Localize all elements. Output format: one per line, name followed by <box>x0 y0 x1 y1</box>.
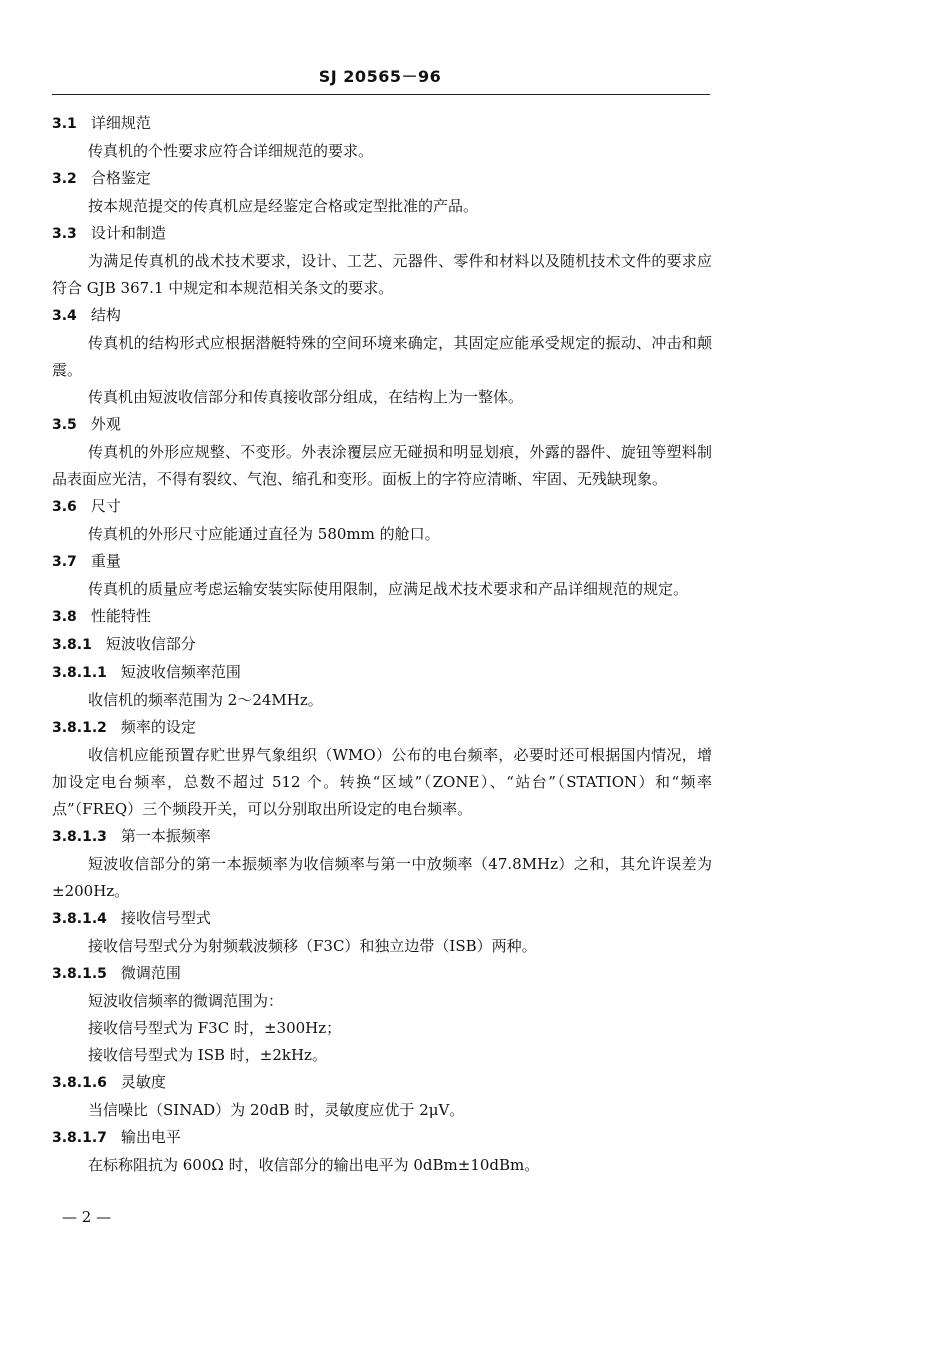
section-number: 3.7 <box>52 554 77 570</box>
paragraph: 当信噪比（SINAD）为 20dB 时，灵敏度应优于 2μV。 <box>88 1101 465 1119</box>
section-heading <box>52 905 712 933</box>
section-heading <box>52 960 712 988</box>
section-number: 3.8 <box>52 609 77 625</box>
section-number: 3.2 <box>52 171 77 187</box>
section-number: 3.8.1.7 <box>52 1130 107 1146</box>
section-number: 3.8.1.3 <box>52 829 107 845</box>
section-heading <box>52 1069 712 1097</box>
section-heading <box>52 411 712 439</box>
section-number: 3.8.1.6 <box>52 1075 107 1091</box>
section-number: 3.8.1.5 <box>52 966 107 982</box>
section-title: 外观 <box>90 415 121 433</box>
section-heading <box>52 165 712 193</box>
section-number: 3.8.1.1 <box>52 665 107 681</box>
section-title: 微调范围 <box>120 964 181 982</box>
paragraph: 接收信号型式为 ISB 时，±2kHz。 <box>88 1046 327 1064</box>
paragraph: 传真机的外形尺寸应能通过直径为 580mm 的舱口。 <box>88 525 440 543</box>
section-heading <box>52 659 712 687</box>
paragraph: 短波收信部分的第一本振频率为收信频率与第一中放频率（47.8MHz）之和，其允许误差为 ±200Hz。 <box>52 855 712 900</box>
section-heading <box>52 603 712 631</box>
paragraph: 传真机的结构形式应根据潜艇特殊的空间环境来确定，其固定应能承受规定的振动、冲击和颠震。 <box>52 334 712 379</box>
section-title: 第一本振频率 <box>120 827 211 845</box>
section-heading <box>52 631 712 659</box>
paragraph: 传真机由短波收信部分和传真接收部分组成，在结构上为一整体。 <box>88 388 524 406</box>
paragraph: 接收信号型式为 F3C 时，±300Hz； <box>88 1019 342 1037</box>
header-rule <box>52 94 710 95</box>
section-number: 3.8.1.2 <box>52 720 107 736</box>
section-title: 频率的设定 <box>120 718 196 736</box>
section-number: 3.4 <box>52 308 77 324</box>
section-title: 设计和制造 <box>90 224 166 242</box>
section-heading <box>52 493 712 521</box>
paragraph: 传真机的质量应考虑运输安装实际使用限制，应满足战术技术要求和产品详细规范的规定。 <box>88 580 689 598</box>
section-number: 3.6 <box>52 499 77 515</box>
paragraph: 在标称阻抗为 600Ω 时，收信部分的输出电平为 0dBm±10dBm。 <box>88 1156 540 1174</box>
section-heading <box>52 1124 712 1152</box>
page-number: — 2 — <box>62 1208 112 1226</box>
paragraph: 传真机的个性要求应符合详细规范的要求。 <box>88 142 374 160</box>
section-heading <box>52 110 712 138</box>
section-number: 3.5 <box>52 417 77 433</box>
section-title: 合格鉴定 <box>90 169 151 187</box>
section-heading <box>52 220 712 248</box>
section-heading <box>52 714 712 742</box>
section-number: 3.8.1.4 <box>52 911 107 927</box>
section-title: 短波收信部分 <box>105 635 196 653</box>
paragraph: 接收信号型式分为射频载波频移（F3C）和独立边带（ISB）两种。 <box>88 937 537 955</box>
paragraph: 按本规范提交的传真机应是经鉴定合格或定型批准的产品。 <box>88 197 479 215</box>
section-title: 性能特性 <box>90 607 151 625</box>
section-title: 结构 <box>90 306 121 324</box>
paragraph: 传真机的外形应规整、不变形。外表涂覆层应无碰损和明显划痕，外露的器件、旋钮等塑料制品表面应光洁，不得有裂纹、气泡、缩孔和变形。面板上的字符应清晰、牢固、无残缺现象。 <box>52 443 712 488</box>
section-title: 灵敏度 <box>120 1073 166 1091</box>
section-heading <box>52 302 712 330</box>
section-heading <box>52 548 712 576</box>
paragraph: 短波收信频率的微调范围为： <box>88 992 284 1010</box>
paragraph: 为满足传真机的战术技术要求，设计、工艺、元器件、零件和材料以及随机技术文件的要求应符合 GJB 367.1 中规定和本规范相关条文的要求。 <box>52 252 712 297</box>
section-title: 尺寸 <box>90 497 121 515</box>
paragraph: 收信机应能预置存贮世界气象组织（WMO）公布的电台频率，必要时还可根据国内情况，增加设定电台频率，总数不超过 512 个。转换“区域”（ZONE）、“站台”（STATION）和“频率点”（FREQ）三个频段开关，可以分别取出所设定的电台频率。 <box>52 746 712 818</box>
section-title: 输出电平 <box>120 1128 181 1146</box>
document-id-header: SJ 20565－96 <box>318 67 442 86</box>
section-number: 3.8.1 <box>52 637 92 653</box>
section-title: 详细规范 <box>90 114 151 132</box>
document-body <box>52 110 712 1179</box>
section-number: 3.1 <box>52 116 77 132</box>
section-heading <box>52 823 712 851</box>
section-title: 重量 <box>90 552 121 570</box>
paragraph: 收信机的频率范围为 2～24MHz。 <box>88 691 323 709</box>
section-title: 接收信号型式 <box>120 909 211 927</box>
section-title: 短波收信频率范围 <box>120 663 241 681</box>
section-number: 3.3 <box>52 226 77 242</box>
